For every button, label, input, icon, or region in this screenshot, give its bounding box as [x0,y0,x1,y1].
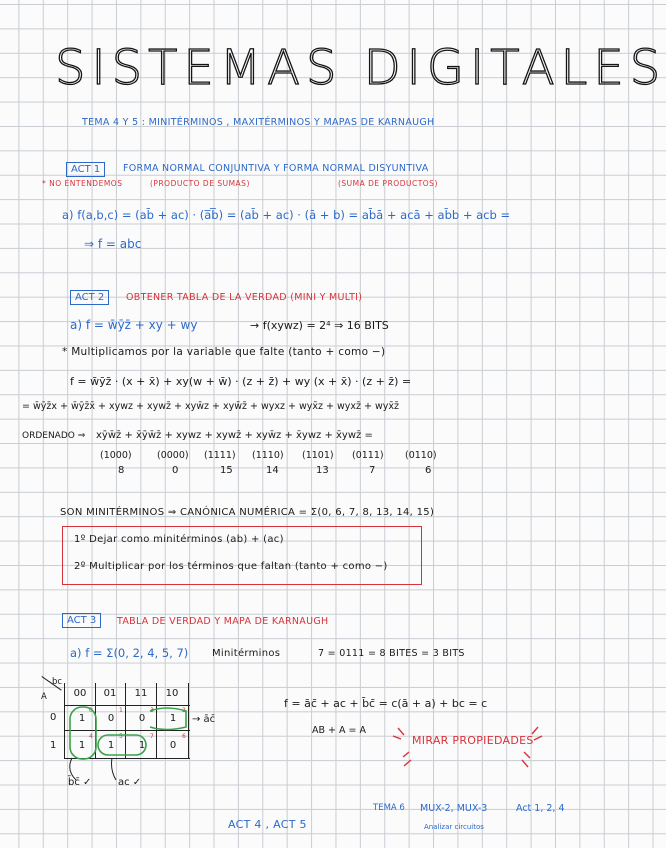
act2-expansion: f = w̄ȳz̄ · (x + x̄) + xy(w + w̄) · (z + z̄) + wy (x + x̄) · (z + z̄) = [70,375,412,388]
kmap-cell-0-2: 0 [138,713,146,724]
decimal-4: 13 [316,465,329,476]
act1-note-product: (PRODUCTO DE SUMAS) [150,179,250,188]
kmap-col-1: 01 [103,688,117,699]
kmap-index-0-0: 0 [89,707,93,714]
footer-analizar: Analizar circuitos [424,823,484,831]
footer-acts: Act 1, 2, 4 [516,803,565,814]
act1-heading: FORMA NORMAL CONJUNTIVA Y FORMA NORMAL DISYUNTIVA [123,163,429,174]
decimal-1: 0 [172,465,179,476]
kmap-index-1-2: 7 [150,733,154,740]
act1-result: ⇒ f = abc [84,237,142,251]
step-1: 1º Dejar como minitérminos (ab) + (ac) [74,534,284,545]
binary-5: (0111) [352,450,384,461]
decimal-6: 6 [425,465,432,476]
kmap-index-1-3: 6 [182,733,186,740]
act3-minterms-label: Minitérminos [212,648,281,659]
binary-2: (1111) [204,450,236,461]
act1-note-sum: (SUMA DE PRODUCTOS) [338,179,438,188]
kmap-label-ac-right: → āc̄ [192,714,216,725]
act3-equation: a) f = Σ(0, 2, 4, 5, 7) [70,646,189,660]
kmap-cell-0-1: 0 [107,713,115,724]
canonical-numeric-line: SON MINITÉRMINOS ⇒ CANÓNICA NUMÉRICA = Σ(0, 6, 7, 8, 13, 14, 15) [60,507,435,518]
kmap-index-0-3: 2 [182,707,186,714]
act3-bits-line: 7 = 0111 = 8 BITES = 3 BITS [318,648,465,659]
kmap-label-ac: ac ✓ [118,777,142,788]
kmap-col-2: 11 [134,688,148,699]
kmap-cell-1-3: 0 [169,740,177,751]
act3-absorption: AB + A = A [312,725,367,736]
decimal-0: 8 [118,465,125,476]
kmap-row-1: 1 [50,740,57,751]
footer-mux: MUX-2, MUX-3 [420,803,488,814]
kmap-index-0-1: 1 [119,707,123,714]
act2-heading: OBTENER TABLA DE LA VERDAD (MINI Y MULTI) [126,292,363,303]
binary-4: (1101) [302,450,334,461]
act1-equation: a) f(a,b,c) = (ab̄ + ac) · (a̅b̅) = (ab̄ + ac) · (ā + b) = ab̄ā + acā + ab̄b + acb = [62,208,511,222]
act1-label: ACT 1 [66,162,105,177]
kmap-cell-1-0: 1 [78,740,86,751]
binary-1: (0000) [157,450,189,461]
act2-expanded-terms: = w̄ȳz̄x + w̄ȳz̄x̄ + xywz + xywz̄ + xyw̄z + xyw̄z̄ + wyxz + wyx̄z + wyxz̄ + wyx̄z̄ [22,401,399,412]
binary-0: (1000) [100,450,132,461]
kmap-col-0: 00 [73,688,87,699]
kmap-corner-a: A [41,692,47,702]
binary-3: (1110) [252,450,284,461]
kmap-row-0: 0 [50,712,57,723]
decimal-3: 14 [266,465,279,476]
kmap-index-0-2: 3 [150,707,154,714]
footer-left: ACT 4 , ACT 5 [228,818,307,831]
decimal-2: 15 [220,465,233,476]
kmap-col-3: 10 [165,688,179,699]
act2-equation: a) f = w̄ȳz̄ + xy + wy [70,318,198,332]
kmap-label-bc: b̄c̄ ✓ [68,777,92,788]
act3-callout: MIRAR PROPIEDADES [412,734,534,747]
act2-ordered-expr: xȳw̄z̄ + x̄ȳw̄z̄ + xywz + xywz̄ + xyw̄z + x̄ywz + x̄ywz̄ = [96,430,373,441]
footer-tema6: TEMA 6 [373,803,405,813]
act2-ordered-label: ORDENADO ⇒ [22,431,86,441]
act3-label: ACT 3 [62,613,101,628]
kmap-index-1-0: 4 [89,733,93,740]
kmap-index-1-1: 5 [119,733,123,740]
kmap-corner-bc: bc [52,677,63,687]
act2-label: ACT 2 [70,290,109,305]
act3-heading: TABLA DE VERDAD Y MAPA DE KARNAUGH [117,616,329,627]
kmap-cell-0-0: 1 [78,713,86,724]
decimal-5: 7 [369,465,376,476]
subtitle: TEMA 4 Y 5 : MINITÉRMINOS , MAXITÉRMINOS Y MAPAS DE KARNAUGH [82,117,435,128]
act2-equation-right: → f(xywz) = 2⁴ ⇒ 16 BITS [250,319,389,332]
act3-simplification: f = āc̄ + ac + b̄c̄ = c(ā + a) + bc = c [284,697,488,710]
kmap-cell-1-2: 1 [138,740,146,751]
kmap-cell-1-1: 1 [107,740,115,751]
act1-note-star: * NO ENTENDEMOS [42,179,123,188]
act2-note: * Multiplicamos por la variable que falte (tanto + como −) [62,346,386,358]
page-title: SISTEMAS DIGITALES [55,40,666,96]
kmap-cell-0-3: 1 [169,713,177,724]
step-2: 2º Multiplicar por los términos que faltan (tanto + como −) [74,561,388,572]
binary-6: (0110) [405,450,437,461]
